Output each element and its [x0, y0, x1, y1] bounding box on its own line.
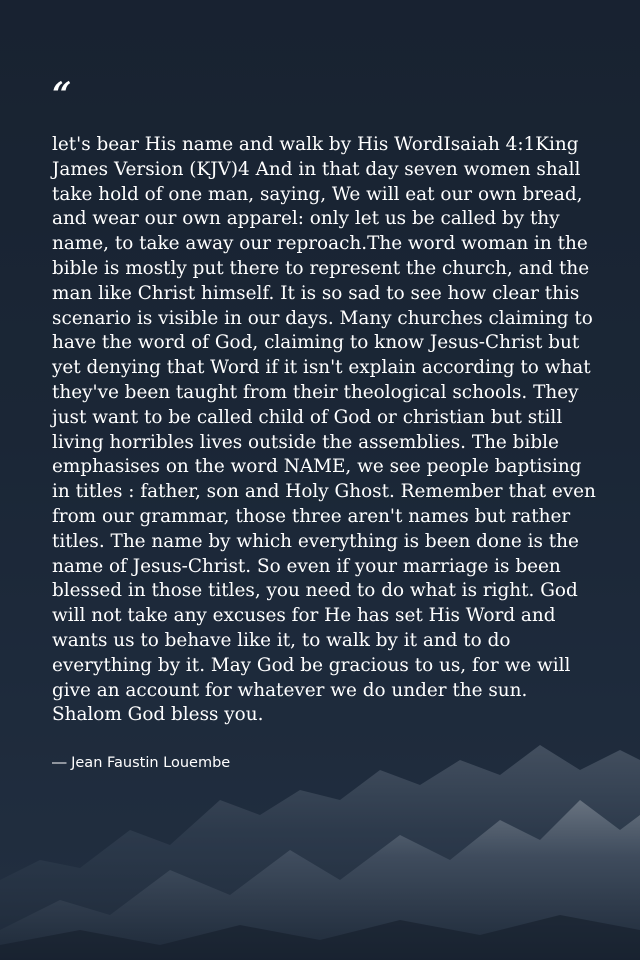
- quote-text: let's bear His name and walk by His WordIsaiah 4:1King James Version (KJV)4 And in that day seven women shall take hold of one man, saying, We will eat our own bread, and wear our own apparel: only let us be called by thy name, to take away our reproach.The word woman in the bible is mostly put there to represent the church, and the man like Christ himself. It is so sad to see how clear this scenario is visible in our days. Many churches claiming to have the word of God, claiming to know Jesus-Christ but yet denying that Word if it isn't explain according to what they've been taught from their theological schools. They just want to be called child of God or christian but still living horribles lives outside the assemblies. The bible emphasises on the word NAME, we see people baptising in titles : father, son and Holy Ghost. Remember that even from our grammar, those three aren't names but rather titles. The name by which everything is been done is the name of Jesus-Christ. So even if your marriage is been blessed in those titles, you need to do what is right. God will not take any excuses for He has set His Word and wants us to behave like it, to walk by it and to do everything by it. May God be gracious to us, for we will give an account for whatever we do under the sun. Shalom God bless you.: [52, 134, 596, 726]
- quote-block: [52, 75, 600, 772]
- quote-author: ― Jean Faustin Louembe: [52, 755, 231, 772]
- open-quote-icon: “: [52, 75, 72, 115]
